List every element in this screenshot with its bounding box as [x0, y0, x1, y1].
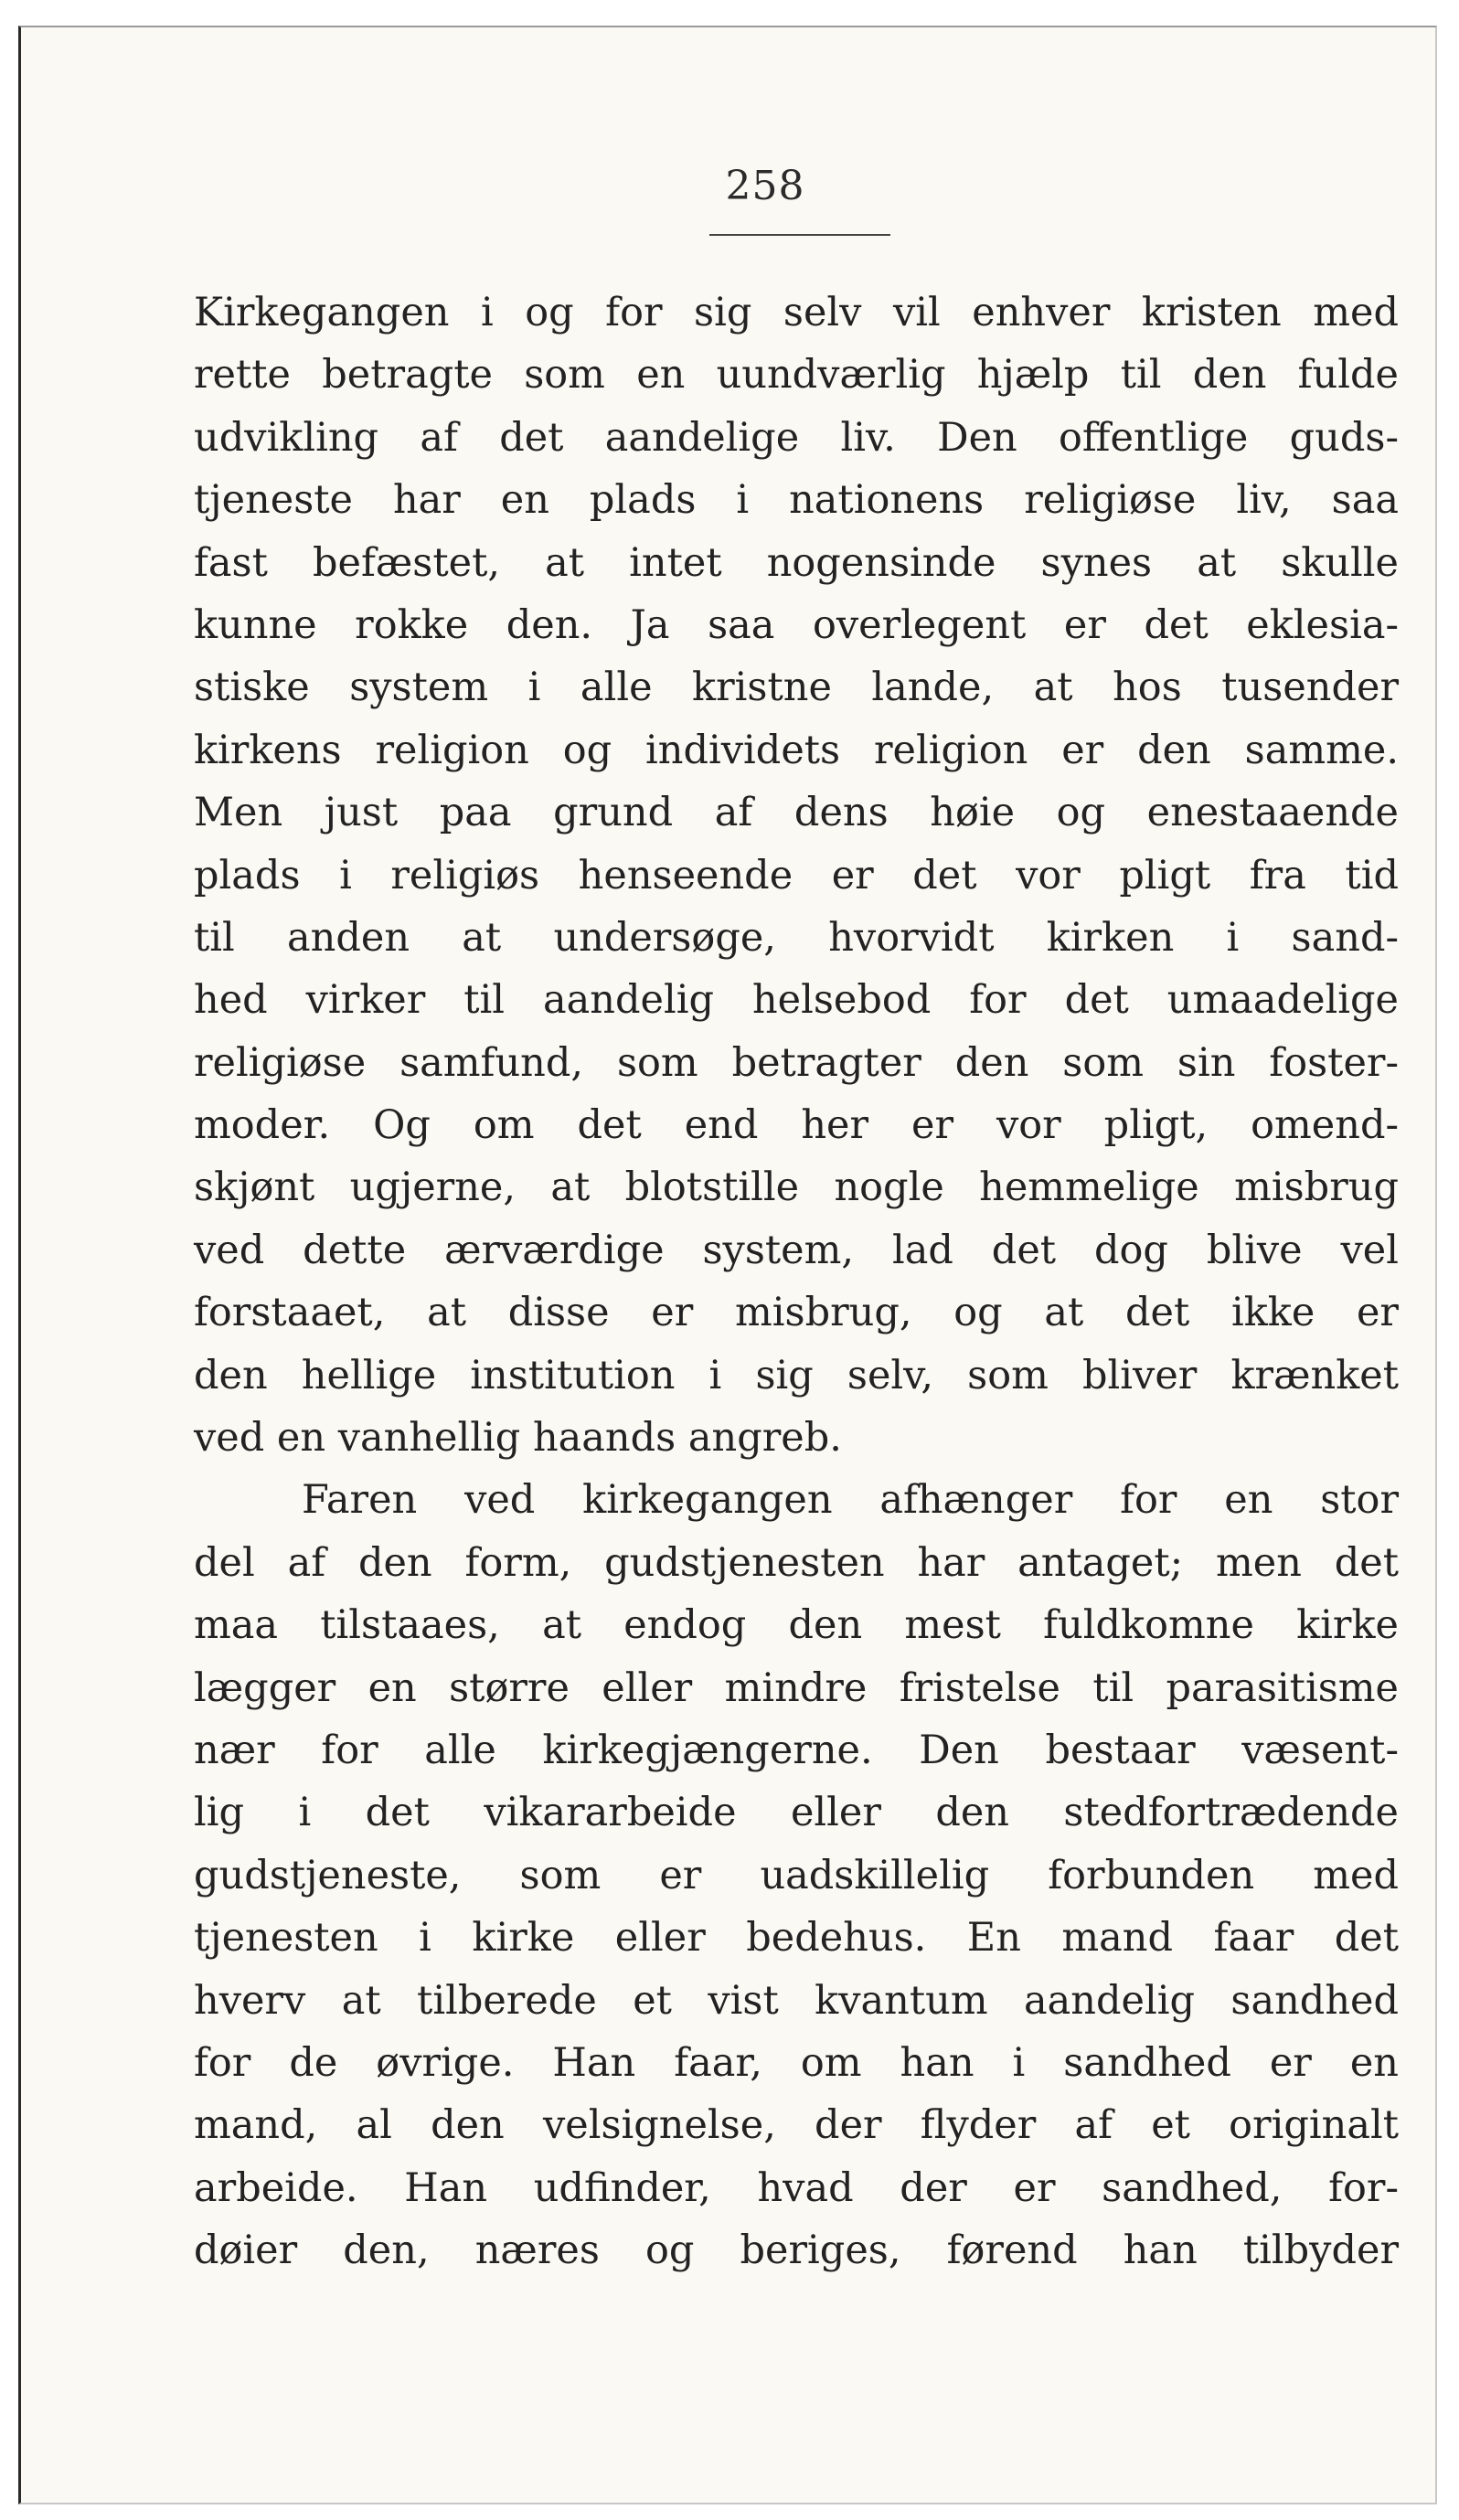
- body-text: [194, 282, 1399, 2282]
- text-line: gudstjeneste, som er uadskillelig forbunden med: [194, 1852, 1399, 1898]
- text-line: skjønt ugjerne, at blotstille nogle hemmelige misbrug: [194, 1164, 1399, 1211]
- text-line: ved dette ærværdige system, lad det dog blive vel: [194, 1227, 1399, 1273]
- text-line: Faren ved kirkegangen afhænger for en stor: [302, 1477, 1399, 1524]
- text-line: fast befæstet, at intet nogensinde synes at skulle: [194, 539, 1399, 586]
- text-line: Men just paa grund af dens høie og enestaaende: [194, 790, 1399, 836]
- text-line: religiøse samfund, som betragter den som sin foster-: [194, 1039, 1399, 1086]
- page-number: 258: [725, 163, 805, 209]
- text-line: del af den form, gudstjenesten har antaget; men det: [194, 1539, 1399, 1586]
- text-line: lægger en større eller mindre fristelse til parasitisme: [194, 1664, 1399, 1711]
- text-line: rette betragte som en uundværlig hjælp til den fulde: [194, 352, 1399, 399]
- text-line: ved en vanhellig haands angreb.: [194, 1415, 842, 1462]
- text-line: hverv at tilberede et vist kvantum aandelig sandhed: [194, 1977, 1399, 2024]
- text-line: forstaaet, at disse er misbrug, og at det ikke er: [194, 1290, 1399, 1336]
- text-line: arbeide. Han udfinder, hvad der er sandhed, for-: [194, 2164, 1399, 2211]
- text-line: den hellige institution i sig selv, som bliver krænket: [194, 1352, 1399, 1398]
- text-line: stiske system i alle kristne lande, at hos tusender: [194, 665, 1399, 711]
- paragraph-1: [194, 282, 1399, 1469]
- text-line: lig i det vikararbeide eller den stedfortrædende: [194, 1790, 1399, 1836]
- text-line: mand, al den velsignelse, der flyder af et originalt: [194, 2102, 1399, 2149]
- text-line: døier den, næres og beriges, førend han tilbyder: [194, 2228, 1399, 2274]
- text-line: moder. Og om det end her er vor pligt, omend-: [194, 1102, 1399, 1149]
- paragraph-2: [194, 1469, 1399, 2281]
- text-line: maa tilstaaes, at endog den mest fuldkomne kirke: [194, 1602, 1399, 1649]
- text-line: tjeneste har en plads i nationens religiøse liv, saa: [194, 477, 1399, 524]
- text-line: Kirkegangen i og for sig selv vil enhver kristen med: [194, 290, 1399, 335]
- page-number-rule: [709, 234, 890, 236]
- text-line: nær for alle kirkegjængerne. Den bestaar væsent-: [194, 1727, 1399, 1773]
- text-line: kirkens religion og individets religion er den samme.: [194, 727, 1399, 773]
- text-line: for de øvrige. Han faar, om han i sandhed er en: [194, 2039, 1399, 2086]
- text-line: til anden at undersøge, hvorvidt kirken i sand-: [194, 914, 1399, 961]
- text-line: tjenesten i kirke eller bedehus. En mand faar det: [194, 1915, 1399, 1962]
- text-line: kunne rokke den. Ja saa overlegent er det eklesia-: [194, 601, 1399, 648]
- text-line: udvikling af det aandelige liv. Den offentlige guds-: [194, 414, 1399, 461]
- text-line: hed virker til aandelig helsebod for det umaadelige: [194, 977, 1399, 1024]
- text-line: plads i religiøs henseende er det vor pligt fra tid: [194, 852, 1399, 898]
